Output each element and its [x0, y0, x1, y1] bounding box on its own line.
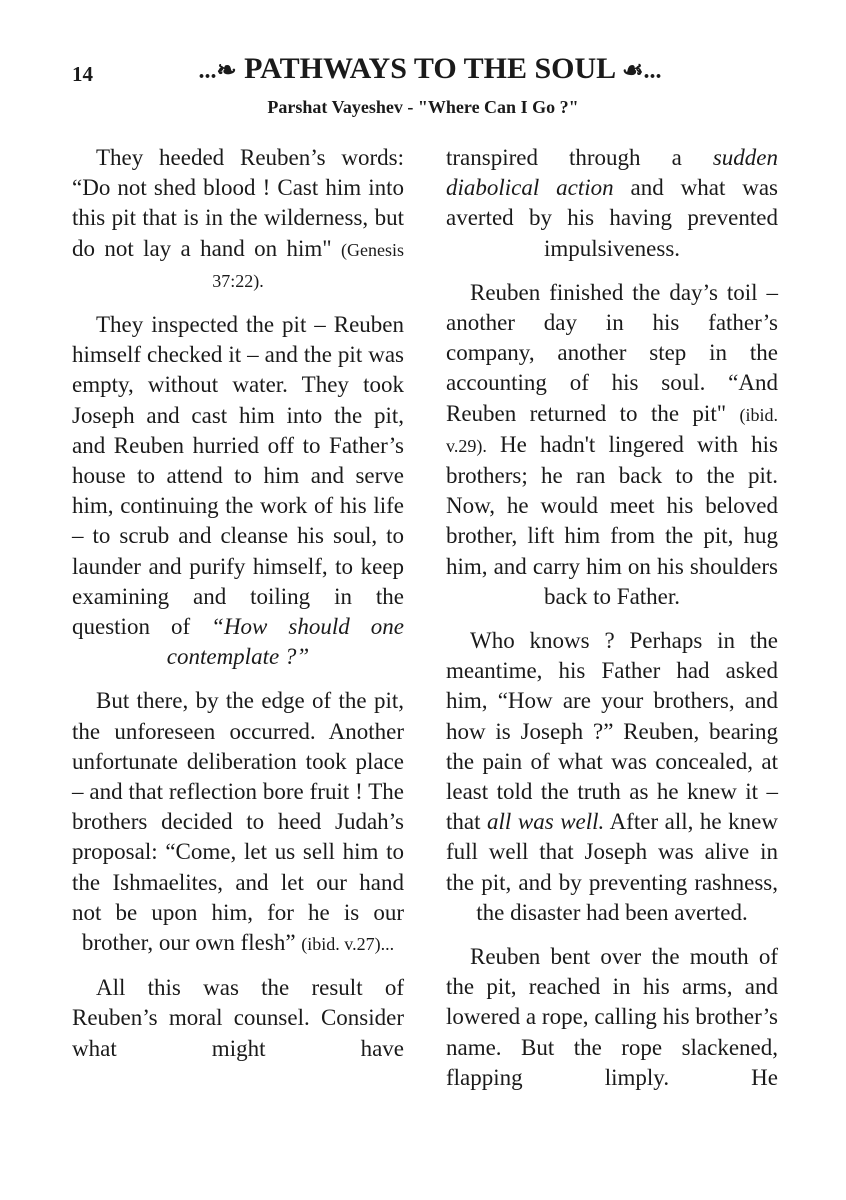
paragraph	[446, 143, 778, 264]
citation: (ibid. v.29).	[446, 404, 778, 456]
chapter-subtitle: Parshat Vayeshev - "Where Can I Go ?"	[267, 97, 579, 117]
paragraph	[72, 973, 404, 1064]
paragraph	[72, 686, 404, 959]
body-text: transpired through a	[446, 145, 713, 170]
paragraph	[72, 310, 404, 672]
paragraph	[72, 143, 404, 296]
body-text: After all, he knew full well that Joseph was alive in the pit, and by preventing rashness, the disaster had been averted.	[446, 809, 778, 925]
italic-text: “How should one contemplate ?”	[166, 614, 404, 670]
ornament-left-icon: ...❧	[198, 58, 237, 84]
body-text: All this was the result of Reuben’s moral counsel. Consider what might have	[72, 975, 404, 1061]
paragraph	[446, 626, 778, 928]
body-text: Who knows ? Perhaps in the meantime, his Father had asked him, “How are your brothers, and how is Joseph ?” Reuben, bearing the pain of what was concealed, at least told the truth as he knew it – that	[446, 628, 778, 835]
running-title	[130, 52, 730, 86]
body-text: They heeded Reuben’s words: “Do not shed blood ! Cast him into this pit that is in the wilderness, but do not lay a hand on him"	[72, 145, 404, 261]
ornament-right-icon: ☙...	[622, 58, 662, 84]
body-text: He hadn't lingered with his brothers; he ran back to the pit. Now, he would meet his beloved brother, lift him from the pit, hug him, and carry him on his shoulders back to Father.	[446, 431, 778, 609]
citation: (ibid. v.27)...	[301, 934, 395, 955]
text-column-right	[446, 143, 778, 1107]
book-title: PATHWAYS TO THE SOUL	[244, 52, 615, 85]
page-number: 14	[72, 62, 93, 86]
paragraph	[446, 942, 778, 1093]
body-text: They inspected the pit – Reuben himself checked it – and the pit was empty, without water. They took Joseph and cast him into the pit, and Reuben hurried off to Father’s house to attend to him and serve him, continuing the work of his life – to scrub and cleanse his soul, to launder and purify himself, to keep examining and toiling in the question of	[72, 312, 404, 640]
text-column-left	[72, 143, 404, 1078]
italic-text: sudden diabolical action	[446, 145, 778, 201]
body-text: Reuben finished the day’s toil – another day in his father’s company, another step in the accounting of his soul. “And Reuben returned to the pit"	[446, 279, 778, 426]
paragraph	[446, 278, 778, 612]
body-text: Reuben bent over the mouth of the pit, reached in his arms, and lowered a rope, calling his brother’s name. But the rope slackened, flapping limply. He	[446, 944, 778, 1090]
italic-text: all was well.	[487, 809, 605, 835]
body-text: But there, by the edge of the pit, the unforeseen occurred. Another unfortunate deliberation took place – and that reflection bore fruit ! The brothers decided to heed Judah’s proposal: “Come, let us sell him to the Ishmaelites, and let our hand not be upon him, for he is our brother, our own flesh”	[72, 688, 404, 956]
citation: (Genesis 37:22).	[212, 239, 404, 291]
body-text: and what was averted by his having prevented impulsiveness.	[446, 175, 779, 261]
